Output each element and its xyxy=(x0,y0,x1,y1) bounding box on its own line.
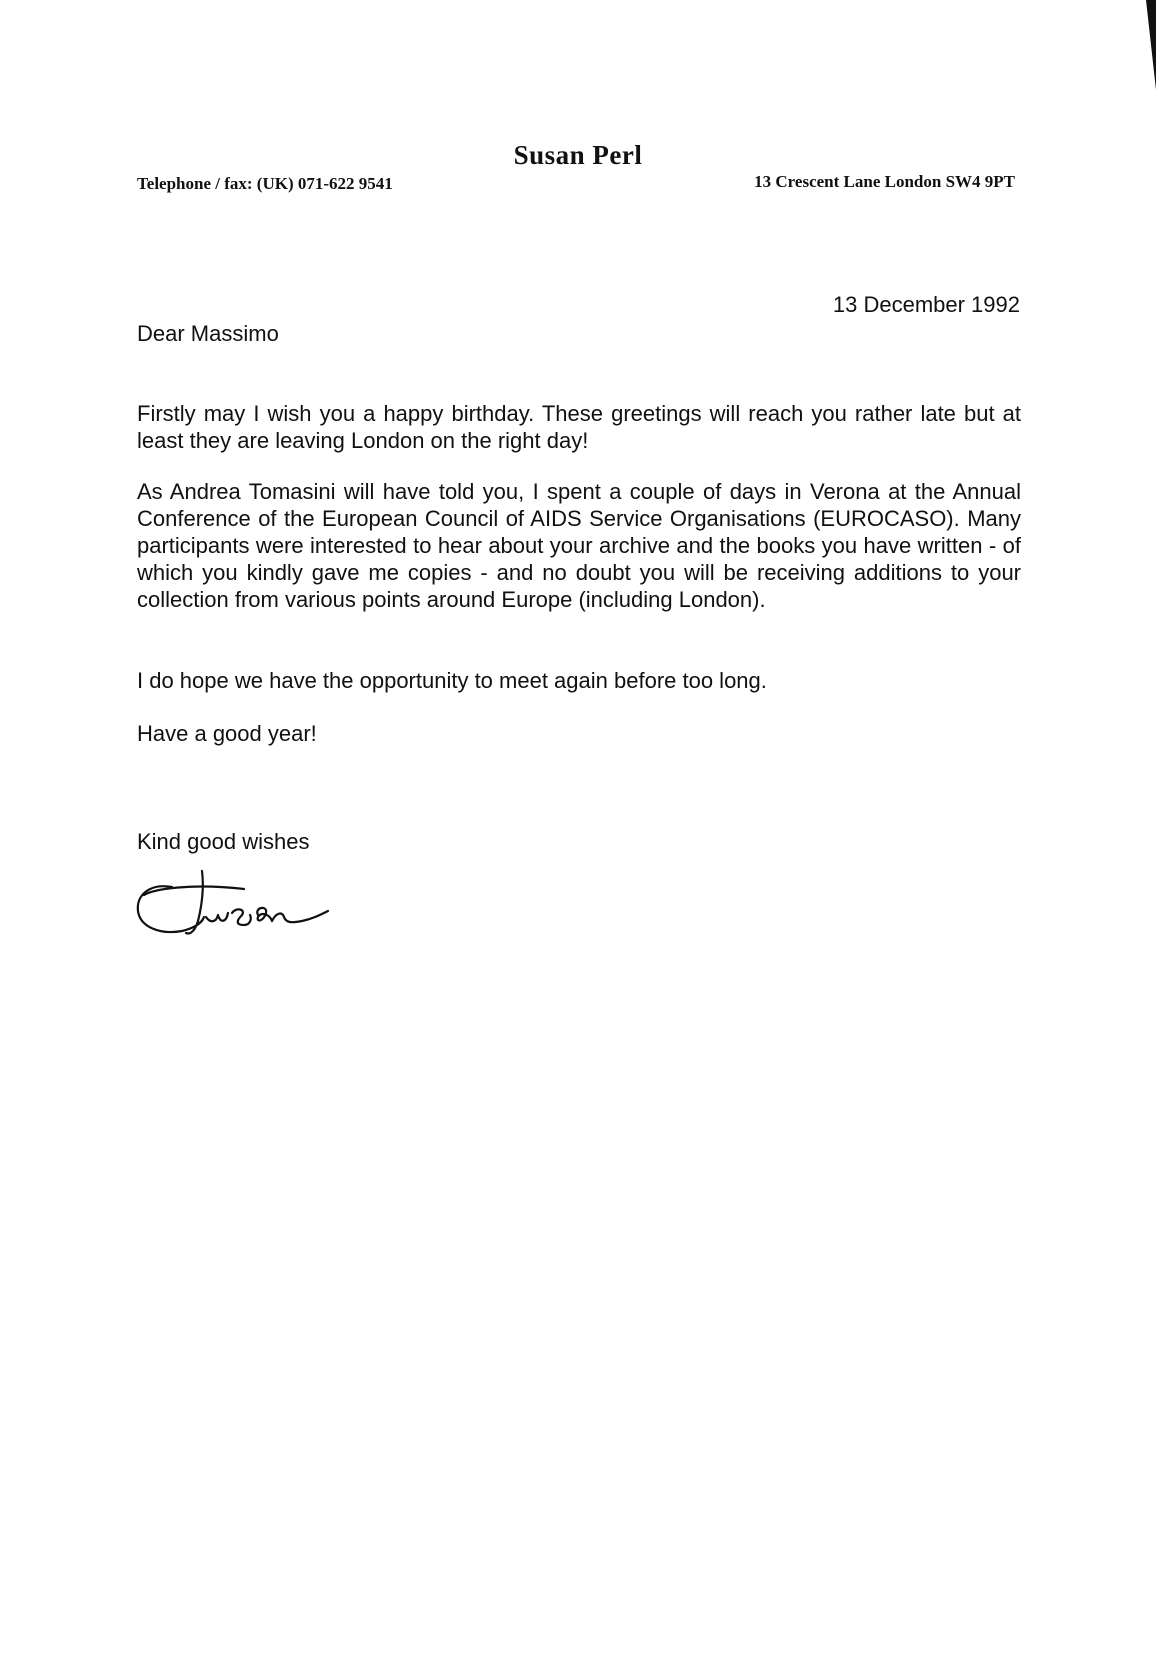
paragraph-meet-again: I do hope we have the opportunity to meet again before too long. xyxy=(137,668,767,693)
letter-date: 13 December 1992 xyxy=(832,292,1020,317)
paragraph-conference: As Andrea Tomasini will have told you, I spent a couple of days in Verona at the Annual Conference of the European Council of AIDS Service Organisations (EUROCASO). Many participants were interested to hear about your archive and the books you have written - of which you kindly gave me copies - and no doubt you will be receiving additions to your collection from various points around Europe (including London). xyxy=(137,479,1021,612)
paragraph-birthday: Firstly may I wish you a happy birthday. These greetings will reach you rather late but at least they are leaving London on the right day! xyxy=(137,401,1021,453)
letterhead-address: 13 Crescent Lane London SW4 9PT xyxy=(754,172,1015,191)
salutation: Dear Massimo xyxy=(137,321,279,346)
letterhead-phone: Telephone / fax: (UK) 071-622 9541 xyxy=(137,174,393,193)
scan-edge-mark xyxy=(1146,0,1156,90)
paragraph-good-year: Have a good year! xyxy=(137,721,317,746)
closing: Kind good wishes xyxy=(137,829,310,854)
handwritten-signature xyxy=(132,865,332,950)
letterhead-name: Susan Perl xyxy=(513,140,643,170)
